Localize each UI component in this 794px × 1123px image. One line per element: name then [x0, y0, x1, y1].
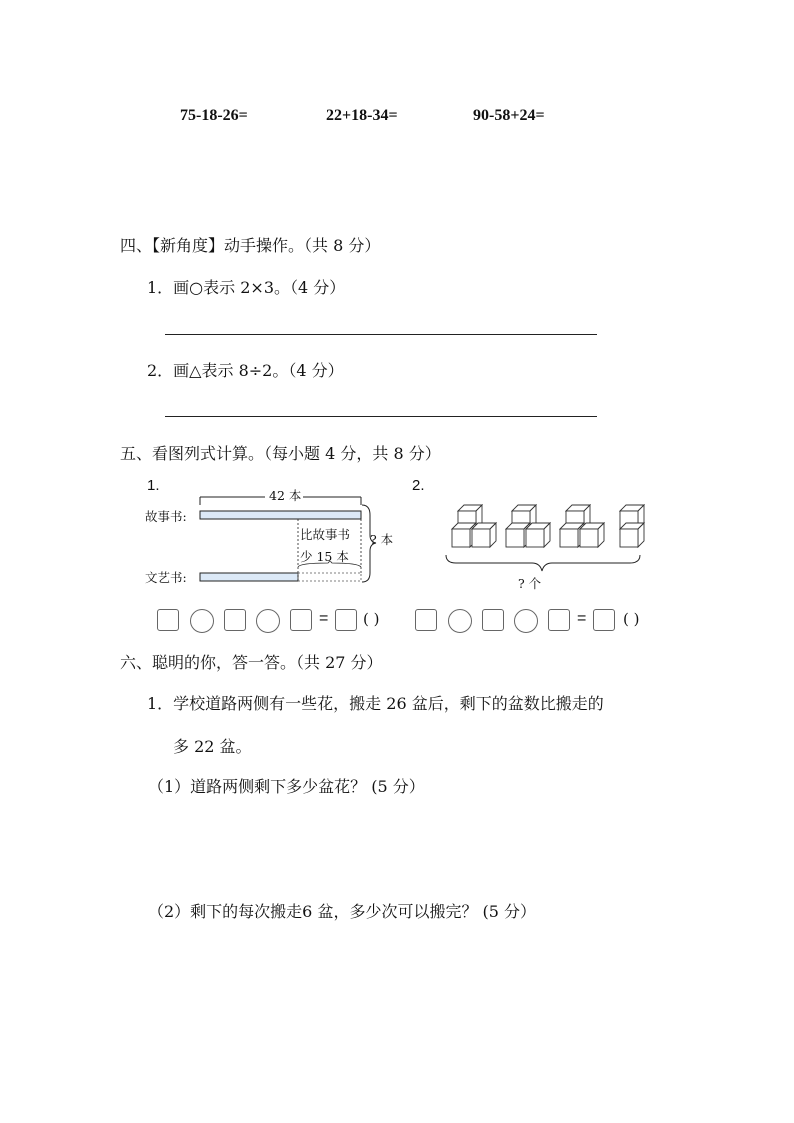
equals-sign: = [577, 610, 587, 627]
cube-cluster-1 [452, 505, 496, 547]
section-6-question-1-line-2: 多 22 盆。 [173, 737, 252, 756]
equals-sign: = [319, 610, 329, 627]
operator-circle[interactable] [514, 609, 538, 633]
section-4-question-1: 1．画○表示 2×3。（4 分） [147, 278, 346, 297]
section-4-title: 四、【新角度】动手操作。（共 8 分） [120, 236, 381, 255]
section-6-question-1-line-1: 1．学校道路两侧有一些花，搬走 26 盆后，剩下的盆数比搬走的 [147, 694, 604, 713]
cube-cluster-3 [560, 505, 604, 547]
operator-circle[interactable] [190, 609, 214, 633]
answer-line-2[interactable] [165, 416, 597, 417]
figure-1-note-line-2: 少 15 本 [300, 549, 349, 564]
art-book-label: 文艺书: [145, 570, 187, 585]
figure-2-diagram [440, 495, 660, 595]
result-box[interactable] [593, 609, 615, 631]
answer-box[interactable] [290, 609, 312, 631]
figure-2 [440, 495, 660, 595]
figure-2-number: 2. [412, 477, 425, 494]
figure-1-number: 1. [147, 477, 160, 494]
answer-box[interactable] [224, 609, 246, 631]
section-5-title: 五、看图列式计算。（每小题 4 分，共 8 分） [120, 444, 441, 463]
unit-parentheses[interactable]: ( ) [363, 610, 380, 628]
figure-1-note-line-1: 比故事书 [300, 527, 351, 542]
answer-box[interactable] [415, 609, 437, 631]
story-book-label: 故事书: [145, 509, 187, 524]
section-6-subquestion-2: （2）剩下的每次搬走6 盆，多少次可以搬完？ (5 分） [148, 902, 537, 921]
answer-line-1[interactable] [165, 334, 597, 335]
figure-1-total-question: ? 本 [370, 532, 394, 547]
answer-box[interactable] [482, 609, 504, 631]
equation-2: 22+18-34= [326, 107, 398, 124]
answer-box[interactable] [157, 609, 179, 631]
art-book-bar [200, 573, 298, 581]
cube-cluster-2 [506, 505, 550, 547]
answer-row-2 [415, 609, 675, 635]
equation-3: 90-58+24= [473, 107, 545, 124]
answer-row-1 [157, 609, 407, 635]
result-box[interactable] [335, 609, 357, 631]
equation-1: 75-18-26= [180, 107, 248, 124]
story-book-bar [200, 511, 361, 519]
operator-circle[interactable] [448, 609, 472, 633]
unit-parentheses[interactable]: ( ) [623, 610, 640, 628]
figure-1-total-label: 42 本 [269, 488, 302, 503]
operator-circle[interactable] [256, 609, 280, 633]
cube-stack [620, 505, 644, 547]
section-4-question-2: 2．画△表示 8÷2。（4 分） [147, 361, 344, 380]
section-6-subquestion-1: （1）道路两侧剩下多少盆花？ (5 分） [148, 777, 425, 796]
answer-box[interactable] [548, 609, 570, 631]
section-6-title: 六、聪明的你，答一答。（共 27 分） [120, 653, 383, 672]
figure-2-total-question: ? 个 [518, 576, 542, 591]
